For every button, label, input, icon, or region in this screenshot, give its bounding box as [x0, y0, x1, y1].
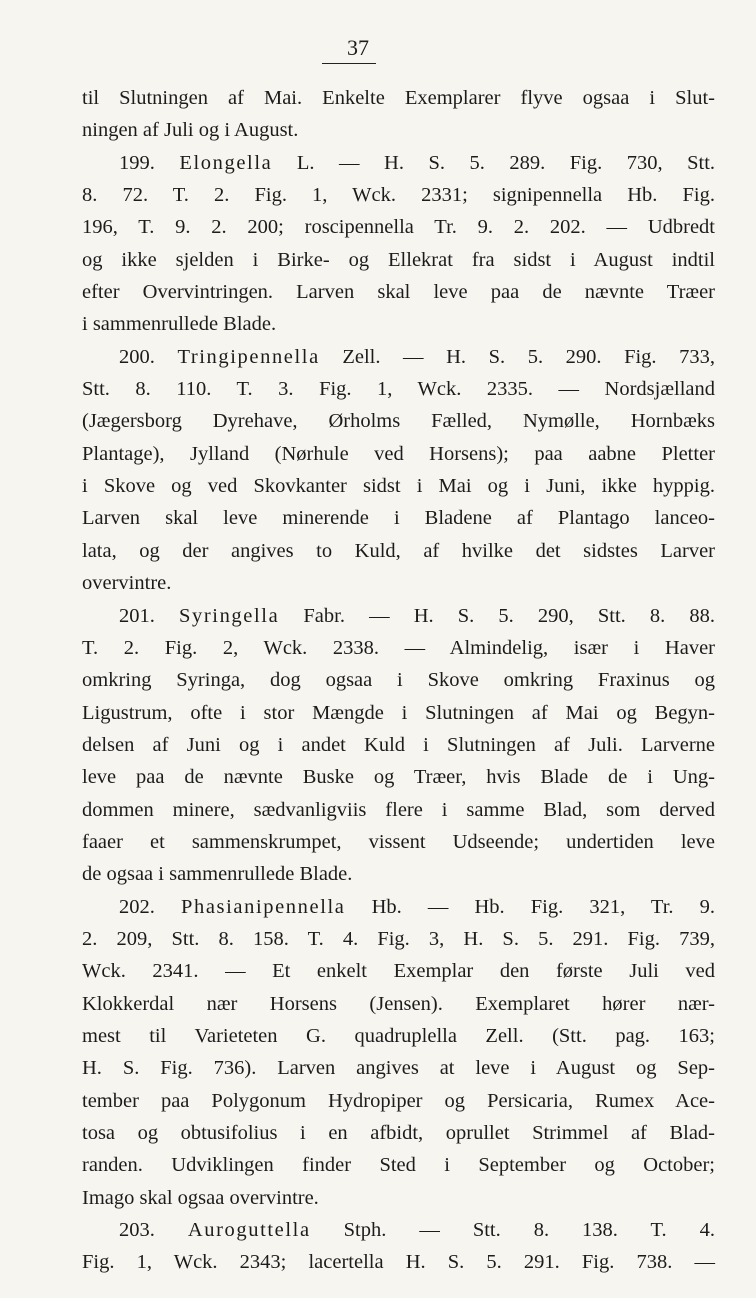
text-line: omkring Syringa, dog ogsaa i Skove omkring Fraxinus og: [82, 669, 715, 692]
entry-number: 202.: [119, 895, 155, 918]
entry-heading-line: [82, 147, 715, 179]
entry-heading-line: [82, 1214, 715, 1246]
entry-number: 200.: [119, 345, 155, 368]
text-line: tosa og obtusifolius i en afbidt, oprullet Strimmel af Blad-: [82, 1122, 715, 1144]
text-line: leve paa de nævnte Buske og Træer, hvis Blade de i Ung-: [82, 766, 715, 789]
entry-number: 203.: [119, 1219, 155, 1242]
text-line: Plantage), Jylland (Nørhule ved Horsens); paa aabne Pletter: [82, 442, 715, 465]
entry-heading-line: [82, 891, 715, 923]
text-line: Klokkerdal nær Horsens (Jensen). Exemplaret hører nær-: [82, 992, 715, 1015]
text-line: 8. 72. T. 2. Fig. 1, Wck. 2331; signipennella Hb. Fig.: [82, 184, 715, 207]
text-line: i Skove og ved Skovkanter sidst i Mai og i Juni, ikke hyppig.: [82, 475, 715, 498]
species-name: Elongella: [179, 151, 273, 174]
text-line: randen. Udviklingen finder Sted i September og October;: [82, 1154, 715, 1177]
entry-number: 201.: [119, 604, 155, 627]
text-line: tember paa Polygonum Hydropiper og Persicaria, Rumex Ace-: [82, 1089, 715, 1112]
text-line: overvintre.: [82, 572, 172, 595]
text-line: ningen af Juli og i August.: [82, 119, 299, 142]
entry-references: Zell. — H. S. 5. 290. Fig. 733,: [342, 345, 715, 368]
text-line: faaer et sammenskrumpet, vissent Udseende; undertiden leve: [82, 830, 715, 853]
text-line: Fig. 1, Wck. 2343; lacertella H. S. 5. 291. Fig. 738. —: [82, 1251, 715, 1274]
entry-heading-line: [82, 341, 715, 373]
entry-references: Fabr. — H. S. 5. 290, Stt. 8. 88.: [303, 604, 716, 627]
entry-references: Hb. — Hb. Fig. 321, Tr. 9.: [371, 895, 716, 918]
text-line: lata, og der angives to Kuld, af hvilke det sidstes Larver: [82, 539, 715, 562]
entry-references: Stph. — Stt. 8. 138. T. 4.: [343, 1219, 716, 1242]
text-line: Imago skal ogsaa overvintre.: [82, 1186, 319, 1209]
body-text: [82, 82, 715, 1279]
page-number-underline: [322, 63, 376, 64]
text-line: H. S. Fig. 736). Larven angives at leve i August og Sep-: [82, 1057, 715, 1080]
text-line: efter Overvintringen. Larven skal leve paa de nævnte Træer: [82, 281, 715, 304]
entry-heading-line: [82, 600, 715, 632]
entry-number: 199.: [119, 151, 155, 174]
text-line: T. 2. Fig. 2, Wck. 2338. — Almindelig, især i Haver: [82, 636, 715, 659]
species-name: Phasianipennella: [180, 895, 346, 918]
text-line: Stt. 8. 110. T. 3. Fig. 1, Wck. 2335. — Nordsjælland: [82, 378, 715, 401]
text-line: Larven skal leve minerende i Bladene af Plantago lanceo-: [82, 507, 715, 530]
text-line: mest til Varieteten G. quadruplella Zell. (Stt. pag. 163;: [82, 1024, 715, 1047]
text-line: til Slutningen af Mai. Enkelte Exemplarer flyve ogsaa i Slut-: [82, 87, 715, 109]
text-line: 196, T. 9. 2. 200; roscipennella Tr. 9. 2. 202. — Udbredt: [82, 216, 715, 239]
page-number: 37: [347, 35, 369, 60]
text-line: de ogsaa i sammenrullede Blade.: [82, 863, 353, 886]
text-line: dommen minere, sædvanligviis flere i samme Blad, som derved: [82, 798, 715, 821]
species-name: Syringella: [179, 604, 280, 627]
text-line: i sammenrullede Blade.: [82, 313, 277, 336]
text-line: (Jægersborg Dyrehave, Ørholms Fælled, Nymølle, Hornbæks: [82, 410, 715, 433]
entry-references: L. — H. S. 5. 289. Fig. 730, Stt.: [296, 151, 716, 174]
text-line: 2. 209, Stt. 8. 158. T. 4. Fig. 3, H. S. 5. 291. Fig. 739,: [82, 927, 715, 950]
text-line: Wck. 2341. — Et enkelt Exemplar den første Juli ved: [82, 960, 715, 983]
text-line: og ikke sjelden i Birke- og Ellekrat fra sidst i August indtil: [82, 248, 715, 271]
species-name: Tringipennella: [177, 345, 320, 368]
species-name: Auroguttella: [187, 1219, 311, 1242]
text-line: delsen af Juni og i andet Kuld i Slutningen af Juli. Larverne: [82, 733, 715, 756]
text-line: Ligustrum, ofte i stor Mængde i Slutningen af Mai og Begyn-: [82, 701, 715, 724]
